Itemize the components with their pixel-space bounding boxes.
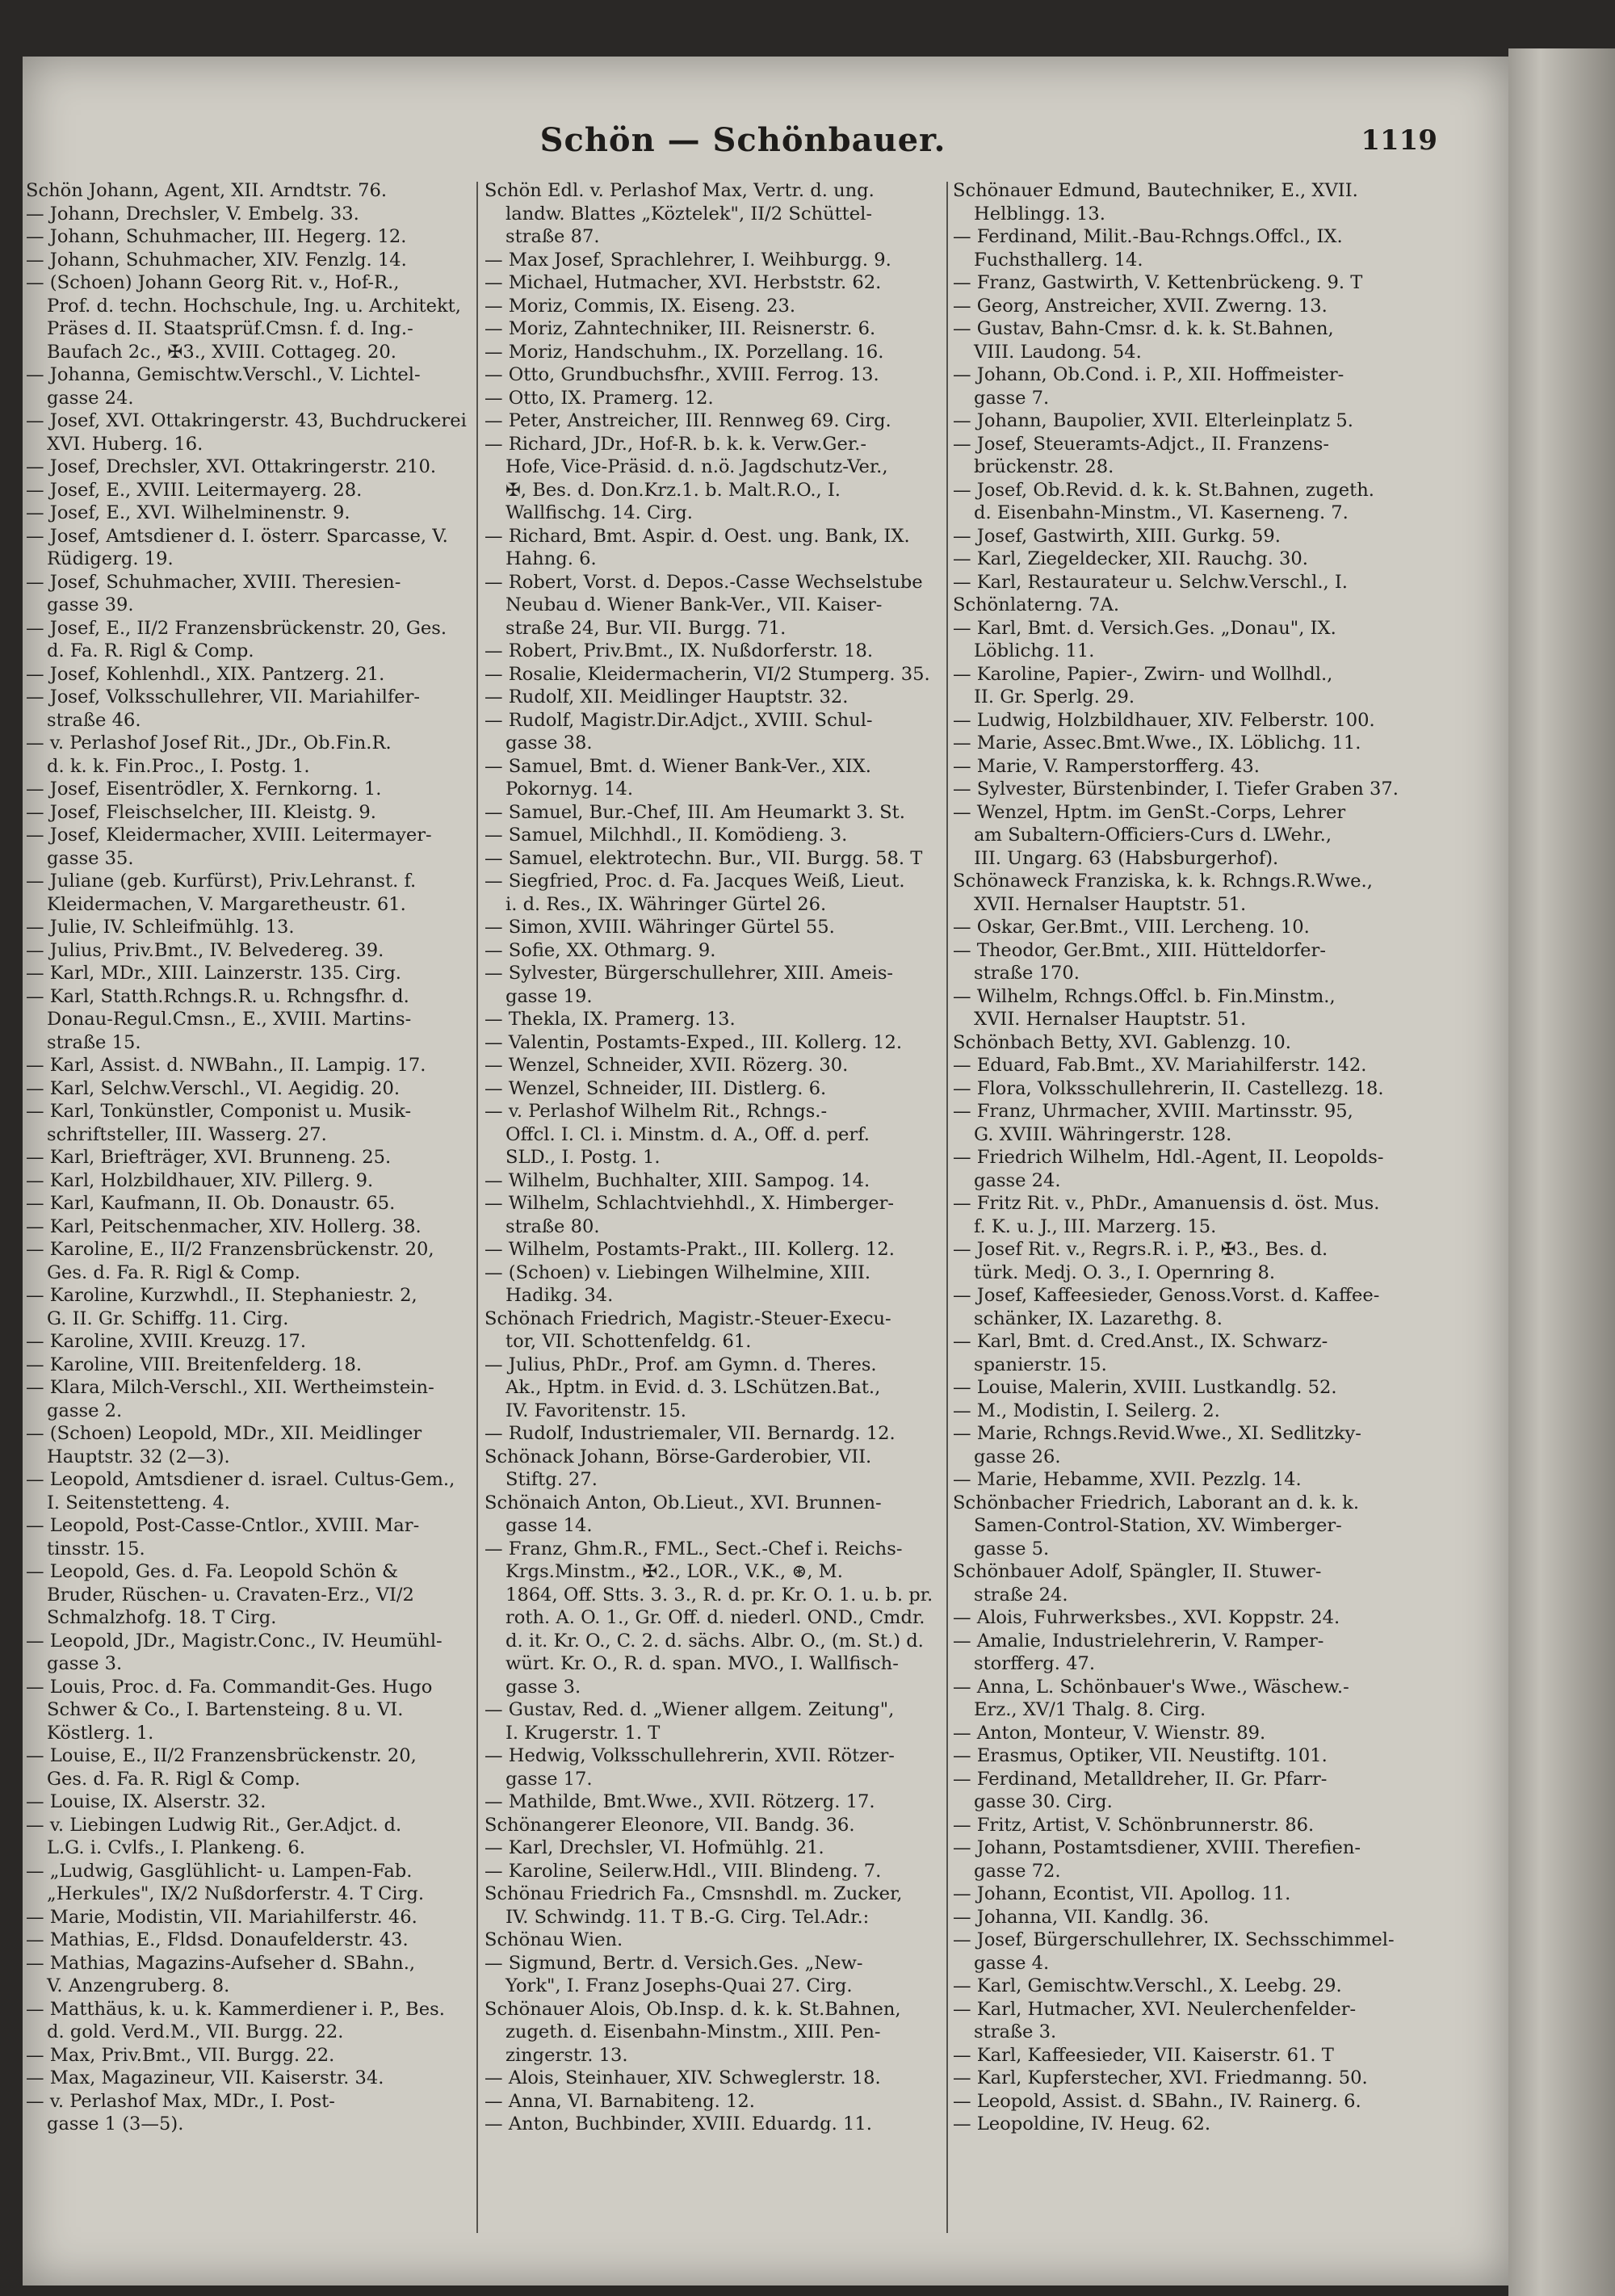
directory-entry: — Marie, Hebamme, XVII. Pezzlg. 14. — [953, 1469, 1302, 1490]
running-title: Schön — Schönbauer. — [539, 121, 946, 159]
directory-entry: — Johanna, VII. Kandlg. 36. — [953, 1906, 1210, 1928]
entry-continuation: III. Ungarg. 63 (Habsburgerhof). — [974, 847, 1279, 869]
column-divider — [946, 182, 948, 2233]
directory-entry: — Max Josef, Sprachlehrer, I. Weihburgg. 9. — [484, 249, 891, 271]
entry-continuation: tinsstr. 15. — [47, 1538, 145, 1559]
directory-entry: — Mathilde, Bmt.Wwe., XVII. Rötzerg. 17. — [484, 1791, 875, 1812]
entry-continuation: IV. Schwindg. 11. T B.-G. Cirg. Tel.Adr.: — [505, 1906, 870, 1928]
directory-entry: — Josef, Kaffeesieder, Genoss.Vorst. d. Kaffee- — [953, 1285, 1380, 1306]
entry-continuation: Hadikg. 34. — [505, 1285, 614, 1306]
directory-entry: — v. Perlashof Josef Rit., JDr., Ob.Fin.R. — [26, 732, 392, 753]
entry-continuation: gasse 7. — [974, 387, 1050, 409]
directory-entry: — Leopold, Amtsdiener d. israel. Cultus-Gem., — [26, 1469, 455, 1490]
directory-entry: Schönbacher Friedrich, Laborant an d. k. k. — [953, 1492, 1360, 1513]
directory-entry: — Theodor, Ger.Bmt., XIII. Hütteldorfer- — [953, 939, 1326, 961]
directory-entry: — Ferdinand, Metalldreher, II. Gr. Pfarr- — [953, 1768, 1328, 1790]
directory-entry: — Karl, Holzbildhauer, XIV. Pillerg. 9. — [26, 1169, 374, 1191]
directory-entry: — Sigmund, Bertr. d. Versich.Ges. „New- — [484, 1952, 863, 1974]
directory-entry: — Rudolf, Industriemaler, VII. Bernardg. 12. — [484, 1423, 896, 1444]
entry-continuation: schänker, IX. Lazarethg. 8. — [974, 1308, 1223, 1329]
entry-continuation: straße 80. — [505, 1215, 600, 1237]
entry-continuation: Prof. d. techn. Hochschule, Ing. u. Architekt, — [47, 295, 461, 317]
entry-continuation: II. Gr. Sperlg. 29. — [974, 686, 1135, 707]
directory-entry: — Karl, Kaffeesieder, VII. Kaiserstr. 61. T — [953, 2044, 1334, 2066]
directory-entry: — v. Liebingen Ludwig Rit., Ger.Adjct. d. — [26, 1814, 402, 1836]
entry-continuation: gasse 39. — [47, 594, 134, 615]
directory-entry: — M., Modistin, I. Seilerg. 2. — [953, 1400, 1220, 1421]
entry-continuation: gasse 14. — [505, 1515, 593, 1536]
directory-entry: — Sofie, XX. Othmarg. 9. — [484, 939, 716, 961]
directory-entry: — Karl, Hutmacher, XVI. Neulerchenfelder- — [953, 1998, 1357, 2020]
entry-continuation: Offcl. I. Cl. i. Minstm. d. A., Off. d. perf. — [505, 1123, 870, 1145]
entry-continuation: G. XVIII. Währingerstr. 128. — [974, 1123, 1232, 1145]
directory-entry: — Julius, Priv.Bmt., IV. Belvedereg. 39. — [26, 939, 384, 961]
directory-entry: — Samuel, Bur.-Chef, III. Am Heumarkt 3. St. — [484, 801, 905, 823]
directory-entry: — Alois, Steinhauer, XIV. Schweglerstr. 18. — [484, 2067, 881, 2088]
directory-entry: Schön Johann, Agent, XII. Arndtstr. 76. — [26, 180, 388, 201]
entry-continuation: Köstlerg. 1. — [47, 1722, 154, 1744]
entry-continuation: i. d. Res., IX. Währinger Gürtel 26. — [505, 893, 827, 915]
directory-entry: — Anton, Buchbinder, XVIII. Eduardg. 11. — [484, 2113, 872, 2134]
directory-entry: — Josef, Kohlenhdl., XIX. Pantzerg. 21. — [26, 663, 385, 685]
directory-entry: — Josef, XVI. Ottakringerstr. 43, Buchdruckerei — [26, 410, 467, 431]
entry-continuation: landw. Blattes „Köztelek", II/2 Schüttel- — [505, 203, 872, 225]
directory-entry: — Marie, Modistin, VII. Mariahilferstr. 46. — [26, 1906, 417, 1928]
entry-continuation: Löblichg. 11. — [974, 640, 1095, 661]
directory-entry: — Karl, Statth.Rchngs.R. u. Rchngsfhr. d. — [26, 985, 409, 1007]
directory-entry: — Samuel, Milchhdl., II. Komödieng. 3. — [484, 825, 848, 846]
directory-entry: — Karl, Peitschenmacher, XIV. Hollerg. 38. — [26, 1215, 422, 1237]
directory-entry: — Johann, Drechsler, V. Embelg. 33. — [26, 203, 359, 225]
directory-column-2 — [484, 179, 946, 2247]
directory-entry: — Julie, IV. Schleifmühlg. 13. — [26, 917, 295, 938]
entry-continuation: V. Anzengruberg. 8. — [47, 1975, 230, 1996]
entry-continuation: straße 170. — [974, 963, 1080, 984]
entry-continuation: 1864, Off. Stts. 3. 3., R. d. pr. Kr. O. 1. u. b. pr. — [505, 1584, 933, 1606]
directory-entry: — Karl, Restaurateur u. Selchw.Verschl., I. — [953, 571, 1348, 593]
directory-entry: — Wenzel, Hptm. im GenSt.-Corps, Lehrer — [953, 801, 1346, 823]
directory-entry: — Samuel, Bmt. d. Wiener Bank-Ver., XIX. — [484, 755, 871, 777]
directory-entry: — Franz, Gastwirth, V. Kettenbrückeng. 9. T — [953, 272, 1363, 293]
directory-entry: — Moriz, Zahntechniker, III. Reisnerstr. 6. — [484, 318, 876, 339]
directory-entry: — Karl, Bmt. d. Cred.Anst., IX. Schwarz- — [953, 1331, 1328, 1352]
directory-entry: Schönlaterng. 7A. — [953, 594, 1120, 615]
entry-continuation: Baufach 2c., ✠3., XVIII. Cottageg. 20. — [47, 341, 396, 363]
directory-entry: — Marie, V. Ramperstorfferg. 43. — [953, 755, 1260, 777]
entry-continuation: gasse 72. — [974, 1860, 1061, 1882]
entry-continuation: Helblingg. 13. — [974, 203, 1105, 225]
entry-continuation: Schwer & Co., I. Bartensteing. 8 u. VI. — [47, 1699, 404, 1720]
entry-continuation: gasse 3. — [47, 1653, 123, 1674]
directory-entry: — Fritz, Artist, V. Schönbrunnerstr. 86. — [953, 1814, 1315, 1836]
directory-entry: — „Ludwig, Gasglühlicht- u. Lampen-Fab. — [26, 1860, 413, 1882]
directory-entry: — Rosalie, Kleidermacherin, VI/2 Stumperg. 35. — [484, 663, 930, 685]
directory-entry: — Mathias, Magazins-Aufseher d. SBahn., — [26, 1952, 416, 1974]
directory-entry: — Karl, Kaufmann, II. Ob. Donaustr. 65. — [26, 1193, 396, 1214]
directory-entry: — Moriz, Commis, IX. Eiseng. 23. — [484, 295, 796, 317]
directory-entry: — Wilhelm, Postamts-Prakt., III. Kollerg. 12. — [484, 1239, 895, 1260]
entry-continuation: Wallfischg. 14. Cirg. — [505, 502, 693, 523]
directory-entry: — Anton, Monteur, V. Wienstr. 89. — [953, 1722, 1266, 1744]
directory-entry: — Karoline, VIII. Breitenfelderg. 18. — [26, 1354, 363, 1375]
directory-entry: — Richard, JDr., Hof-R. b. k. k. Verw.Ger.- — [484, 433, 866, 455]
directory-entry: — Gustav, Red. d. „Wiener allgem. Zeitung", — [484, 1699, 895, 1720]
entry-continuation: Ges. d. Fa. R. Rigl & Comp. — [47, 1261, 300, 1283]
entry-continuation: roth. A. O. 1., Gr. Off. d. niederl. OND., Cmdr. — [505, 1607, 925, 1628]
entry-continuation: Kleidermachen, V. Margaretheustr. 61. — [47, 893, 406, 915]
directory-entry: — Siegfried, Proc. d. Fa. Jacques Weiß, Lieut. — [484, 871, 905, 892]
directory-entry: — Anna, L. Schönbauer's Wwe., Wäschew.- — [953, 1676, 1349, 1698]
entry-continuation: straße 15. — [47, 1031, 141, 1053]
directory-entry: — (Schoen) Johann Georg Rit. v., Hof-R., — [26, 272, 400, 293]
directory-entry: — Fritz Rit. v., PhDr., Amanuensis d. öst. Mus. — [953, 1193, 1380, 1214]
entry-continuation: gasse 3. — [505, 1676, 581, 1698]
directory-entry: — Max, Priv.Bmt., VII. Burgg. 22. — [26, 2044, 335, 2066]
entry-continuation: IV. Favoritenstr. 15. — [505, 1400, 686, 1421]
entry-continuation: gasse 24. — [47, 387, 134, 409]
entry-continuation: Stiftg. 27. — [505, 1469, 598, 1490]
entry-continuation: Hauptstr. 32 (2—3). — [47, 1446, 230, 1467]
directory-entry: — Karl, Tonkünstler, Componist u. Musik- — [26, 1101, 412, 1122]
directory-entry: — Friedrich Wilhelm, Hdl.-Agent, II. Leopolds- — [953, 1147, 1384, 1168]
directory-entry: — Julius, PhDr., Prof. am Gymn. d. Theres. — [484, 1354, 877, 1375]
directory-entry: — Josef, Volksschullehrer, VII. Mariahilfer- — [26, 686, 421, 707]
entry-continuation: L.G. i. Cvlfs., I. Plankeng. 6. — [47, 1837, 305, 1858]
entry-continuation: Hofe, Vice-Präsid. d. n.ö. Jagdschutz-Ver., — [505, 456, 888, 477]
column-divider — [476, 182, 478, 2233]
directory-entry: — Marie, Rchngs.Revid.Wwe., XI. Sedlitzky- — [953, 1423, 1361, 1444]
entry-continuation: gasse 35. — [47, 847, 134, 869]
directory-entry: — Johanna, Gemischtw.Verschl., V. Lichtel- — [26, 364, 421, 385]
directory-entry: Schönau Friedrich Fa., Cmsnshdl. m. Zucker, — [484, 1883, 903, 1904]
directory-entry: — Thekla, IX. Pramerg. 13. — [484, 1009, 736, 1030]
entry-continuation: spanierstr. 15. — [974, 1354, 1107, 1375]
directory-entry: — Johann, Postamtsdiener, XVIII. Therefien- — [953, 1837, 1361, 1858]
directory-entry: — Karl, Kupferstecher, XVI. Friedmanng. 50. — [953, 2067, 1368, 2088]
directory-entry: — Josef, Amtsdiener d. I. österr. Sparcasse, V. — [26, 525, 448, 547]
directory-entry: Schönauer Alois, Ob.Insp. d. k. k. St.Bahnen, — [484, 1998, 901, 2020]
directory-entry: — Karoline, E., II/2 Franzensbrückenstr. 20, — [26, 1239, 434, 1260]
entry-continuation: I. Krugerstr. 1. T — [505, 1722, 661, 1744]
entry-continuation: SLD., I. Postg. 1. — [505, 1147, 661, 1168]
entry-continuation: würt. Kr. O., R. d. span. MVO., I. Wallfisch- — [505, 1653, 899, 1674]
directory-entry: — Karl, Ziegeldecker, XII. Rauchg. 30. — [953, 548, 1308, 569]
directory-entry: — Robert, Priv.Bmt., IX. Nußdorferstr. 18. — [484, 640, 874, 661]
directory-entry: — Karl, Briefträger, XVI. Brunneng. 25. — [26, 1147, 392, 1168]
directory-entry: — Otto, Grundbuchsfhr., XVIII. Ferrog. 13. — [484, 364, 879, 385]
entry-continuation: Präses d. II. Staatsprüf.Cmsn. f. d. Ing.- — [47, 318, 413, 339]
directory-entry: Schönangerer Eleonore, VII. Bandg. 36. — [484, 1814, 855, 1836]
entry-continuation: Samen-Control-Station, XV. Wimberger- — [974, 1515, 1342, 1536]
entry-continuation: ✠, Bes. d. Don.Krz.1. b. Malt.R.O., I. — [505, 479, 841, 501]
directory-entry: — Samuel, elektrotechn. Bur., VII. Burgg. 58. T — [484, 847, 923, 869]
directory-entry: — Johann, Schuhmacher, XIV. Fenzlg. 14. — [26, 249, 407, 271]
entry-continuation: d. k. k. Fin.Proc., I. Postg. 1. — [47, 755, 310, 777]
entry-continuation: XVII. Hernalser Hauptstr. 51. — [974, 893, 1247, 915]
entry-continuation: d. it. Kr. O., C. 2. d. sächs. Albr. O., (m. St.) d. — [505, 1630, 924, 1652]
directory-entry: — Josef, Fleischselcher, III. Kleistg. 9. — [26, 801, 376, 823]
directory-entry: — Wenzel, Schneider, XVII. Rözerg. 30. — [484, 1055, 849, 1076]
entry-continuation: gasse 30. Cirg. — [974, 1791, 1113, 1812]
directory-entry: — Franz, Ghm.R., FML., Sect.-Chef i. Reichs- — [484, 1538, 903, 1559]
entry-continuation: Rüdigerg. 19. — [47, 548, 174, 569]
directory-entry: — Oskar, Ger.Bmt., VIII. Lercheng. 10. — [953, 917, 1310, 938]
directory-entry: — Max, Magazineur, VII. Kaiserstr. 34. — [26, 2067, 384, 2088]
directory-entry: — Rudolf, Magistr.Dir.Adjct., XVIII. Schul- — [484, 709, 873, 731]
entry-continuation: gasse 4. — [974, 1952, 1050, 1974]
directory-entry: — Josef, E., II/2 Franzensbrückenstr. 20, Ges. — [26, 617, 447, 639]
directory-entry: — Josef, Gastwirth, XIII. Gurkg. 59. — [953, 525, 1281, 547]
directory-entry: — Karoline, XVIII. Kreuzg. 17. — [26, 1331, 307, 1352]
entry-continuation: gasse 38. — [505, 732, 593, 753]
directory-entry: — Karl, Gemischtw.Verschl., X. Leebg. 29. — [953, 1975, 1342, 1996]
directory-entry: — Wilhelm, Buchhalter, XIII. Sampog. 14. — [484, 1169, 870, 1191]
directory-entry: — Karl, Bmt. d. Versich.Ges. „Donau", IX. — [953, 617, 1336, 639]
directory-entry: — Louise, Malerin, XVIII. Lustkandlg. 52. — [953, 1377, 1337, 1398]
entry-continuation: f. K. u. J., III. Marzerg. 15. — [974, 1215, 1217, 1237]
directory-entry: Schön Edl. v. Perlashof Max, Vertr. d. ung. — [484, 180, 875, 201]
entry-continuation: türk. Medj. O. 3., I. Opernring 8. — [974, 1261, 1276, 1283]
directory-entry: — Johann, Baupolier, XVII. Elterleinplatz 5. — [953, 410, 1353, 431]
entry-continuation: gasse 26. — [974, 1446, 1061, 1467]
entry-continuation: d. Fa. R. Rigl & Comp. — [47, 640, 254, 661]
page-stack-edge — [1508, 48, 1615, 2296]
directory-entry: — Mathias, E., Fldsd. Donaufelderstr. 43. — [26, 1929, 409, 1950]
entry-continuation: Krgs.Minstm., ✠2., LOR., V.K., ⊛, M. — [505, 1561, 843, 1582]
entry-continuation: XVI. Huberg. 16. — [47, 433, 203, 455]
directory-entry: — Josef, Kleidermacher, XVIII. Leitermayer- — [26, 825, 432, 846]
entry-continuation: d. Eisenbahn-Minstm., VI. Kaserneng. 7. — [974, 502, 1349, 523]
directory-entry: — Josef, Eisentrödler, X. Fernkorng. 1. — [26, 779, 382, 800]
entry-continuation: Bruder, Rüschen- u. Cravaten-Erz., VI/2 — [47, 1584, 414, 1606]
directory-entry: — Karoline, Kurzwhdl., II. Stephaniestr. 2, — [26, 1285, 417, 1306]
directory-entry: Schönach Friedrich, Magistr.-Steuer-Execu- — [484, 1308, 891, 1329]
directory-entry: — Leopoldine, IV. Heug. 62. — [953, 2113, 1211, 2134]
entry-continuation: schriftsteller, III. Wasserg. 27. — [47, 1123, 327, 1145]
directory-entry: Schönbach Betty, XVI. Gablenzg. 10. — [953, 1031, 1291, 1053]
directory-entry: — Eduard, Fab.Bmt., XV. Mariahilferstr. 142. — [953, 1055, 1367, 1076]
entry-continuation: Fuchsthallerg. 14. — [974, 249, 1143, 271]
entry-continuation: Ak., Hptm. in Evid. d. 3. LSchützen.Bat., — [505, 1377, 881, 1398]
directory-entry: — Leopold, Ges. d. Fa. Leopold Schön & — [26, 1561, 399, 1582]
directory-entry: — Sylvester, Bürstenbinder, I. Tiefer Graben 37. — [953, 779, 1399, 800]
directory-entry: — Johann, Econtist, VII. Apollog. 11. — [953, 1883, 1291, 1904]
entry-continuation: XVII. Hernalser Hauptstr. 51. — [974, 1009, 1247, 1030]
page-header — [0, 121, 1470, 170]
directory-entry: — v. Perlashof Max, MDr., I. Post- — [26, 2090, 335, 2112]
directory-entry: — Karl, MDr., XIII. Lainzerstr. 135. Cirg. — [26, 963, 401, 984]
directory-entry: — Karoline, Seilerw.Hdl., VIII. Blindeng. 7. — [484, 1860, 882, 1882]
directory-entry: — Karoline, Papier-, Zwirn- und Wollhdl., — [953, 663, 1333, 685]
directory-entry: — Johann, Schuhmacher, III. Hegerg. 12. — [26, 226, 407, 247]
directory-entry: — Georg, Anstreicher, XVII. Zwerng. 13. — [953, 295, 1328, 317]
directory-entry: — Klara, Milch-Verschl., XII. Wertheimstein- — [26, 1377, 434, 1398]
directory-entry: Schönauer Edmund, Bautechniker, E., XVII. — [953, 180, 1358, 201]
directory-entry: — Leopold, JDr., Magistr.Conc., IV. Heumühl- — [26, 1630, 443, 1652]
directory-entry: — Sylvester, Bürgerschullehrer, XIII. Ameis- — [484, 963, 894, 984]
directory-entry: — Josef, Schuhmacher, XVIII. Theresien- — [26, 571, 401, 593]
directory-entry: — Valentin, Postamts-Exped., III. Kollerg. 12. — [484, 1031, 903, 1053]
page-number: 1119 — [1361, 124, 1437, 157]
directory-entry: — Anna, VI. Barnabiteng. 12. — [484, 2090, 755, 2112]
directory-entry: — Flora, Volksschullehrerin, II. Castellezg. 18. — [953, 1077, 1384, 1099]
entry-continuation: gasse 5. — [974, 1538, 1050, 1559]
entry-continuation: „Herkules", IX/2 Nußdorferstr. 4. T Cirg. — [47, 1883, 425, 1904]
directory-entry: — (Schoen) v. Liebingen Wilhelmine, XIII. — [484, 1261, 871, 1283]
entry-continuation: Erz., XV/1 Thalg. 8. Cirg. — [974, 1699, 1206, 1720]
directory-entry: — Johann, Ob.Cond. i. P., XII. Hoffmeister- — [953, 364, 1344, 385]
directory-entry: — Matthäus, k. u. k. Kammerdiener i. P., Bes. — [26, 1998, 445, 2020]
directory-entry: — Louis, Proc. d. Fa. Commandit-Ges. Hugo — [26, 1676, 433, 1698]
directory-entry: — Josef, E., XVIII. Leitermayerg. 28. — [26, 479, 363, 501]
directory-entry: — Richard, Bmt. Aspir. d. Oest. ung. Bank, IX. — [484, 525, 910, 547]
entry-continuation: gasse 1 (3—5). — [47, 2113, 184, 2134]
directory-entry: — Josef, Ob.Revid. d. k. k. St.Bahnen, zugeth. — [953, 479, 1374, 501]
entry-continuation: tor, VII. Schottenfeldg. 61. — [505, 1331, 752, 1352]
directory-entry: — (Schoen) Leopold, MDr., XII. Meidlinger — [26, 1423, 422, 1444]
directory-entry: — Marie, Assec.Bmt.Wwe., IX. Löblichg. 11. — [953, 732, 1361, 753]
directory-entry: — Ferdinand, Milit.-Bau-Rchngs.Offcl., IX. — [953, 226, 1343, 247]
directory-entry: Schönau Wien. — [484, 1929, 623, 1950]
directory-entry: — Karl, Assist. d. NWBahn., II. Lampig. 17. — [26, 1055, 426, 1076]
directory-entry: — Michael, Hutmacher, XVI. Herbststr. 62. — [484, 272, 882, 293]
directory-entry: — Gustav, Bahn-Cmsr. d. k. k. St.Bahnen, — [953, 318, 1334, 339]
entry-continuation: Hahng. 6. — [505, 548, 597, 569]
directory-entry: — Louise, E., II/2 Franzensbrückenstr. 20, — [26, 1745, 417, 1766]
directory-entry: — v. Perlashof Wilhelm Rit., Rchngs.- — [484, 1101, 828, 1122]
entry-continuation: Schmalzhofg. 18. T Cirg. — [47, 1607, 277, 1628]
directory-entry: Schönaich Anton, Ob.Lieut., XVI. Brunnen- — [484, 1492, 882, 1513]
directory-entry: — Robert, Vorst. d. Depos.-Casse Wechselstube — [484, 571, 923, 593]
entry-continuation: VIII. Laudong. 54. — [974, 341, 1142, 363]
entry-continuation: gasse 17. — [505, 1768, 593, 1790]
entry-continuation: straße 24. — [974, 1584, 1068, 1606]
directory-entry: — Wilhelm, Schlachtviehhdl., X. Himberger- — [484, 1193, 895, 1214]
entry-continuation: d. gold. Verd.M., VII. Burgg. 22. — [47, 2021, 344, 2042]
entry-continuation: straße 24, Bur. VII. Burgg. 71. — [505, 617, 787, 639]
directory-entry: — Leopold, Post-Casse-Cntlor., XVIII. Mar- — [26, 1515, 420, 1536]
entry-continuation: I. Seitenstetteng. 4. — [47, 1492, 230, 1513]
directory-entry: — Franz, Uhrmacher, XVIII. Martinsstr. 95, — [953, 1101, 1353, 1122]
directory-entry: — Josef, Bürgerschullehrer, IX. Sechsschimmel- — [953, 1929, 1395, 1950]
entry-continuation: straße 3. — [974, 2021, 1057, 2042]
directory-entry: — Louise, IX. Alserstr. 32. — [26, 1791, 266, 1812]
directory-entry: — Josef, Drechsler, XVI. Ottakringerstr. 210. — [26, 456, 437, 477]
directory-entry: — Alois, Fuhrwerksbes., XVI. Koppstr. 24. — [953, 1607, 1340, 1628]
directory-entry: — Wilhelm, Rchngs.Offcl. b. Fin.Minstm., — [953, 985, 1336, 1007]
directory-entry: — Rudolf, XII. Meidlinger Hauptstr. 32. — [484, 686, 849, 707]
entry-continuation: Ges. d. Fa. R. Rigl & Comp. — [47, 1768, 300, 1790]
entry-continuation: gasse 19. — [505, 985, 593, 1007]
directory-entry: — Amalie, Industrielehrerin, V. Ramper- — [953, 1630, 1324, 1652]
directory-entry: — Hedwig, Volksschullehrerin, XVII. Rötzer- — [484, 1745, 895, 1766]
directory-entry: — Peter, Anstreicher, III. Rennweg 69. Cirg. — [484, 410, 891, 431]
entry-continuation: gasse 2. — [47, 1400, 123, 1421]
directory-entry: — Karl, Drechsler, VI. Hofmühlg. 21. — [484, 1837, 824, 1858]
directory-entry: — Josef Rit. v., Regrs.R. i. P., ✠3., Bes. d. — [953, 1239, 1328, 1260]
directory-entry: — Ludwig, Holzbildhauer, XIV. Felberstr. 100. — [953, 709, 1375, 731]
directory-entry: Schönack Johann, Börse-Garderobier, VII. — [484, 1446, 872, 1467]
directory-column-1 — [26, 179, 472, 2247]
entry-continuation: zingerstr. 13. — [505, 2044, 628, 2066]
directory-entry: Schönbauer Adolf, Spängler, II. Stuwer- — [953, 1561, 1322, 1582]
entry-continuation: gasse 24. — [974, 1169, 1061, 1191]
directory-entry: — Josef, E., XVI. Wilhelminenstr. 9. — [26, 502, 350, 523]
entry-continuation: Neubau d. Wiener Bank-Ver., VII. Kaiser- — [505, 594, 883, 615]
directory-entry: — Simon, XVIII. Währinger Gürtel 55. — [484, 917, 835, 938]
entry-continuation: straße 87. — [505, 226, 600, 247]
entry-continuation: straße 46. — [47, 709, 141, 731]
directory-entry: — Leopold, Assist. d. SBahn., IV. Rainerg. 6. — [953, 2090, 1361, 2112]
entry-continuation: Pokornyg. 14. — [505, 779, 634, 800]
directory-entry: — Wenzel, Schneider, III. Distlerg. 6. — [484, 1077, 827, 1099]
directory-entry: — Josef, Steueramts-Adjct., II. Franzens- — [953, 433, 1330, 455]
directory-column-3 — [953, 179, 1413, 2247]
directory-entry: Schönaweck Franziska, k. k. Rchngs.R.Wwe., — [953, 871, 1373, 892]
directory-entry: — Karl, Selchw.Verschl., VI. Aegidig. 20. — [26, 1077, 401, 1099]
entry-continuation: G. II. Gr. Schiffg. 11. Cirg. — [47, 1308, 289, 1329]
directory-entry: — Erasmus, Optiker, VII. Neustiftg. 101. — [953, 1745, 1328, 1766]
entry-continuation: storfferg. 47. — [974, 1653, 1096, 1674]
entry-continuation: Donau-Regul.Cmsn., E., XVIII. Martins- — [47, 1009, 412, 1030]
directory-entry: — Otto, IX. Pramerg. 12. — [484, 387, 714, 409]
directory-entry: — Moriz, Handschuhm., IX. Porzellang. 16. — [484, 341, 884, 363]
entry-continuation: brückenstr. 28. — [974, 456, 1114, 477]
directory-entry: — Juliane (geb. Kurfürst), Priv.Lehranst. f. — [26, 871, 417, 892]
entry-continuation: York", I. Franz Josephs-Quai 27. Cirg. — [505, 1975, 853, 1996]
entry-continuation: am Subaltern-Officiers-Curs d. LWehr., — [974, 825, 1332, 846]
entry-continuation: zugeth. d. Eisenbahn-Minstm., XIII. Pen- — [505, 2021, 881, 2042]
